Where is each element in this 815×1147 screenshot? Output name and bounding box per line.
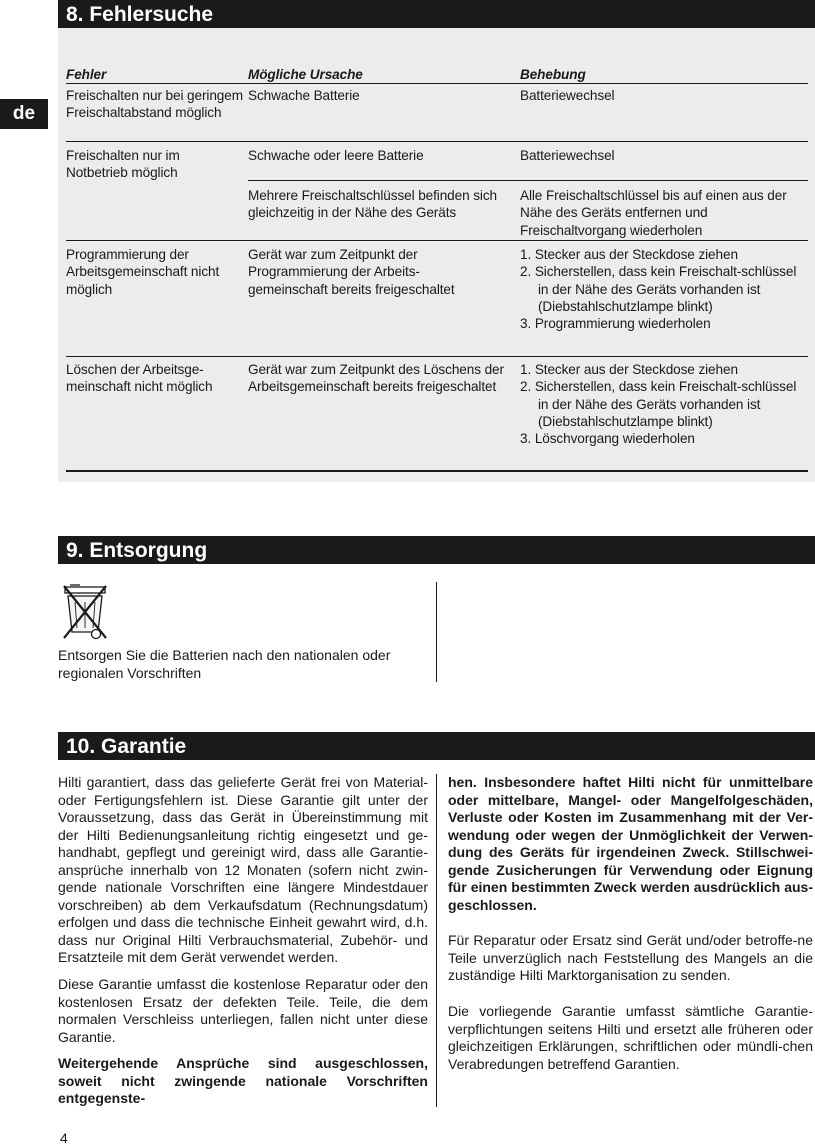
row-behebung: Batteriewechsel xyxy=(520,88,615,103)
crossed-out-wheelie-bin-icon xyxy=(62,584,108,640)
header-behebung: Behebung xyxy=(520,67,586,82)
table-rule xyxy=(66,240,808,241)
guarantee-paragraph: Diese Garantie umfasst die kostenlose Reparatur oder den kostenlosen Ersatz der defekten Teile. Teile, die dem normalen Verschleiss unterliegen, fallen nicht unter diese Garantie. xyxy=(58,976,428,1045)
step: 2. Sicherstellen, dass kein Freischalt-schlüssel in der Nähe des Geräts vorhanden ist (Diebstahlschutzlampe blinkt) xyxy=(520,379,797,429)
row-ursache: Schwache oder leere Batterie xyxy=(248,148,424,163)
row-ursache: Gerät war zum Zeitpunkt der Programmierung der Arbeits-gemeinschaft bereits freigeschaltet xyxy=(248,247,455,297)
column-divider xyxy=(436,774,437,1107)
row-fehler: Programmierung der Arbeitsgemeinschaft nicht möglich xyxy=(66,247,220,297)
row-behebung: Batteriewechsel xyxy=(520,148,615,163)
step: 3. Programmierung wiederholen xyxy=(520,316,711,332)
section-8-heading: 8. Fehlersuche xyxy=(58,0,815,28)
table-rule xyxy=(66,356,808,357)
row-behebung: Alle Freischaltschlüssel bis auf einen aus der Nähe des Geräts entfernen und Freischaltvorgang wiederholen xyxy=(520,188,787,238)
row-fehler: Löschen der Arbeitsge-meinschaft nicht möglich xyxy=(66,362,213,395)
guarantee-paragraph: Für Reparatur oder Ersatz sind Gerät und/oder betroffe-ne Teile unverzüglich nach Feststellung des Mangels an die zuständige Hilti Marktorganisation zu senden. xyxy=(448,932,813,984)
table-rule xyxy=(66,141,808,142)
step: 1. Stecker aus der Steckdose ziehen xyxy=(520,362,738,377)
header-ursache: Mögliche Ursache xyxy=(248,67,363,82)
guarantee-bold-paragraph: hen. Insbesondere haftet Hilti nicht für unmittelbare oder mittelbare, Mangel- oder Mangelfolgeschäden, Verluste oder Kosten im Zusammenhang mit der Ver-wendung oder wegen der Unmöglichkeit der Verwen-dung des Geräts für irgendeinen Zweck. Stillschwei-gende Zusicherungen für Verwendung oder Eignung für einen bestimmten Zweck werden ausdrücklich aus-geschlossen. xyxy=(448,774,813,913)
row-behebung-steps xyxy=(520,246,808,332)
guarantee-right-column xyxy=(448,774,813,1082)
row-ursache: Schwache Batterie xyxy=(248,88,360,103)
guarantee-left-column xyxy=(58,774,428,1117)
row-behebung-steps xyxy=(520,361,808,447)
guarantee-paragraph: Hilti garantiert, dass das gelieferte Gerät frei von Material- oder Fertigungsfehlern ist. Diese Garantie gilt unter der Voraussetzung, dass das Gerät in Übereinstimmung mit der Hilti Bedienungsanleitung richtig eingesetzt und ge-handhabt, gepflegt und gereinigt wird, dass alle Garantie-ansprüche innerhalb von 12 Monaten (sofern nicht zwin-gende nationale Vorschriften eine längere Mindestdauer vorschreiben) ab dem Verkaufsdatum (Rechnungsdatum) erfolgen und dass die technische Einheit gewahrt wird, d.h. dass nur Original Hilti Verbrauchsmaterial, Zubehör- und Ersatzteile mit dem Gerät verwendet werden. xyxy=(58,774,428,966)
row-ursache: Mehrere Freischaltschlüssel befinden sich gleichzeitig in der Nähe des Geräts xyxy=(248,188,498,221)
disposal-text: Entsorgen Sie die Batterien nach den nationalen oder regionalen Vorschriften xyxy=(58,647,391,681)
step: 1. Stecker aus der Steckdose ziehen xyxy=(520,247,738,262)
section-10-heading: 10. Garantie xyxy=(58,732,815,760)
row-fehler: Freischalten nur im Notbetrieb möglich xyxy=(66,148,180,181)
table-rule xyxy=(248,180,808,181)
guarantee-bold-paragraph: Weitergehende Ansprüche sind ausgeschlossen, soweit nicht zwingende nationale Vorschriften entgegenste- xyxy=(58,1055,428,1107)
row-ursache: Gerät war zum Zeitpunkt des Löschens der Arbeitsgemeinschaft bereits freigeschaltet xyxy=(248,362,504,395)
row-fehler: Freischalten nur bei geringem Freischaltabstand möglich xyxy=(66,88,243,121)
step: 3. Löschvorgang wiederholen xyxy=(520,431,695,447)
table-rule xyxy=(66,83,808,84)
section-9-heading: 9. Entsorgung xyxy=(58,536,815,564)
header-fehler: Fehler xyxy=(66,67,107,82)
language-tab: de xyxy=(0,99,48,129)
guarantee-paragraph: Die vorliegende Garantie umfasst sämtliche Garantie-verpflichtungen seitens Hilti und ersetzt alle früheren oder gleichzeitigen Erklärungen, schriftlichen oder mündli-chen Verabredungen betreffend Garantien. xyxy=(448,1003,813,1072)
table-bottom-rule xyxy=(66,470,808,472)
page-number: 4 xyxy=(60,1130,68,1146)
column-divider xyxy=(436,582,437,682)
step: 2. Sicherstellen, dass kein Freischalt-schlüssel in der Nähe des Geräts vorhanden ist (Diebstahlschutzlampe blinkt) xyxy=(520,264,797,314)
